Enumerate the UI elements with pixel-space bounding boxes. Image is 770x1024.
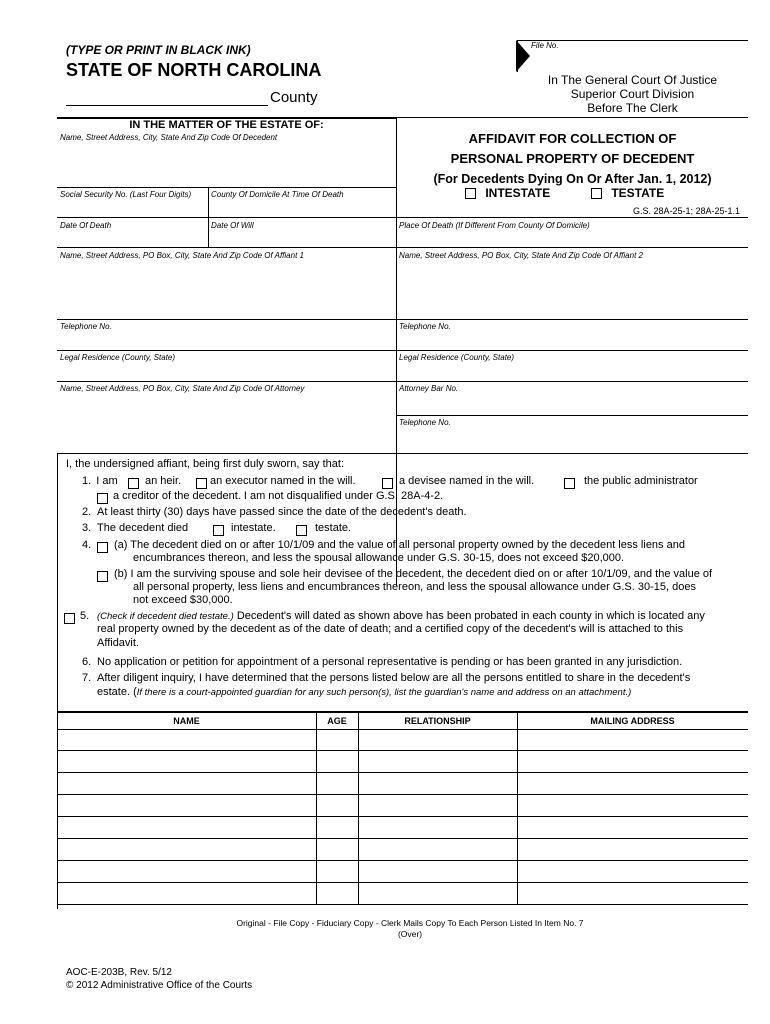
- died-testate-label: testate.: [315, 522, 352, 534]
- attorney-phone-label: Telephone No.: [399, 418, 451, 427]
- date-of-death-label: Date Of Death: [60, 221, 112, 230]
- executor-label: an executor named in the will.: [210, 475, 356, 487]
- affiant2-label: Name, Street Address, PO Box, City, State And Zip Code Of Affiant 2: [399, 251, 643, 260]
- file-no-input[interactable]: [532, 52, 746, 68]
- creditor-checkbox[interactable]: [97, 493, 108, 504]
- intestate-label: INTESTATE: [485, 186, 551, 200]
- item6-text: No application or petition for appointment of a personal representative is pending or has been granted in any jurisdiction.: [97, 656, 683, 668]
- intestate-checkbox[interactable]: [465, 188, 476, 199]
- col-mailing-address: MAILING ADDRESS: [590, 716, 675, 726]
- public-admin-label: the public administrator: [584, 475, 698, 487]
- form-title-line2: PERSONAL PROPERTY OF DECEDENT: [450, 151, 695, 166]
- intro-text: I, the undersigned affiant, being first duly sworn, say that:: [66, 458, 345, 470]
- ink-note: (TYPE OR PRINT IN BLACK INK): [66, 43, 251, 57]
- item5-checkbox[interactable]: [64, 613, 75, 624]
- date-of-will-label: Date Of Will: [211, 221, 254, 230]
- heir-checkbox[interactable]: [128, 478, 139, 489]
- affiant2-phone-label: Telephone No.: [399, 322, 451, 331]
- affiant1-phone-label: Telephone No.: [60, 322, 112, 331]
- item4a-line2: encumbrances thereon, and less the spousal allowance under G.S. 30-15, does not exceed $20,000.: [133, 552, 625, 564]
- affiant1-label: Name, Street Address, PO Box, City, State And Zip Code Of Affiant 1: [60, 251, 304, 260]
- creditor-label: a creditor of the decedent. I am not disqualified under G.S. 28A-4-2.: [113, 490, 444, 502]
- county-line: [66, 105, 268, 106]
- state-title: STATE OF NORTH CAROLINA: [66, 60, 322, 80]
- form-title: [397, 129, 748, 189]
- item3-text: The decedent died: [97, 522, 189, 534]
- decedent-name-input[interactable]: [60, 144, 394, 188]
- col-relationship: RELATIONSHIP: [404, 716, 471, 726]
- distribution-note: Original - File Copy - Fiduciary Copy - Clerk Mails Copy To Each Person Listed In Item No. 7 (Over): [236, 918, 584, 939]
- testate-label: TESTATE: [611, 186, 665, 200]
- died-testate-checkbox[interactable]: [296, 525, 307, 536]
- place-of-death-label: Place Of Death (If Different From County Of Domicile): [399, 221, 590, 230]
- devisee-label: a devisee named in the will.: [399, 475, 535, 487]
- court-heading: In The General Court Of Justice Superior Court Division Before The Clerk: [547, 73, 718, 115]
- county-label: County: [270, 89, 318, 106]
- item5-line2: real property owned by the decedent as of the date of death; and a certified copy of the decedent's will is attached to this: [97, 623, 684, 635]
- item4a-line1: (a) The decedent died on or after 10/1/09 and the value of all personal property owned by the decedent less liens and: [114, 539, 685, 551]
- item7-line2: estate. (If there is a court-appointed guardian for any such person(s), list the guardian's name and address on an attachment.): [97, 686, 632, 698]
- testate-checkbox[interactable]: [591, 188, 602, 199]
- item7-line1: After diligent inquiry, I have determined that the persons listed below are all the persons entitled to share in the decedent's: [97, 672, 691, 684]
- item4b-line1: (b) I am the surviving spouse and sole heir devisee of the decedent, the decedent died on or after 10/1/09, and the value of: [114, 568, 713, 580]
- attorney-bar-label: Attorney Bar No.: [399, 384, 459, 393]
- item4a-checkbox[interactable]: [97, 542, 108, 553]
- form-title-line3: (For Decedents Dying On Or After Jan. 1, 2012): [433, 172, 712, 186]
- heir-label: an heir.: [145, 475, 182, 487]
- col-age: AGE: [327, 716, 347, 726]
- affiant1-residence-label: Legal Residence (County, State): [60, 353, 176, 362]
- died-intestate-checkbox[interactable]: [213, 525, 224, 536]
- item4b-line2: all personal property, less liens and encumbrances thereon, and less the spousal allowance under G.S. 30-15, does: [133, 581, 696, 593]
- item5-line1: (Check if decedent died testate.) Decedent's will dated as shown above has been probated in each county in which is located any: [97, 610, 705, 622]
- form-title-line1: AFFIDAVIT FOR COLLECTION OF: [468, 131, 677, 146]
- file-no-label: File No.: [531, 41, 559, 50]
- attorney-label: Name, Street Address, PO Box, City, State And Zip Code Of Attorney: [60, 384, 305, 393]
- item4b-checkbox[interactable]: [97, 571, 108, 582]
- statute-ref: G.S. 28A-25-1; 28A-25-1.1: [632, 206, 740, 216]
- public-admin-checkbox[interactable]: [564, 478, 575, 489]
- died-intestate-label: intestate.: [231, 522, 276, 534]
- affiant2-residence-label: Legal Residence (County, State): [399, 353, 515, 362]
- domicile-label: County Of Domicile At Time Of Death: [211, 190, 344, 199]
- estate-title: IN THE MATTER OF THE ESTATE OF:: [129, 119, 324, 131]
- decedent-name-label: Name, Street Address, City, State And Zip Code Of Decedent: [60, 133, 278, 142]
- executor-checkbox[interactable]: [196, 478, 207, 489]
- ssn-label: Social Security No. (Last Four Digits): [60, 190, 192, 199]
- item4b-line3: not exceed $30,000.: [133, 594, 233, 606]
- col-name: NAME: [173, 716, 200, 726]
- devisee-checkbox[interactable]: [382, 478, 393, 489]
- item2-text: At least thirty (30) days have passed since the date of the decedent's death.: [97, 506, 467, 518]
- form-number: AOC-E-203B, Rev. 5/12 © 2012 Administrative Office of the Courts: [66, 967, 253, 991]
- item5-line3: Affidavit.: [97, 637, 139, 649]
- file-arrow-icon: [516, 40, 530, 72]
